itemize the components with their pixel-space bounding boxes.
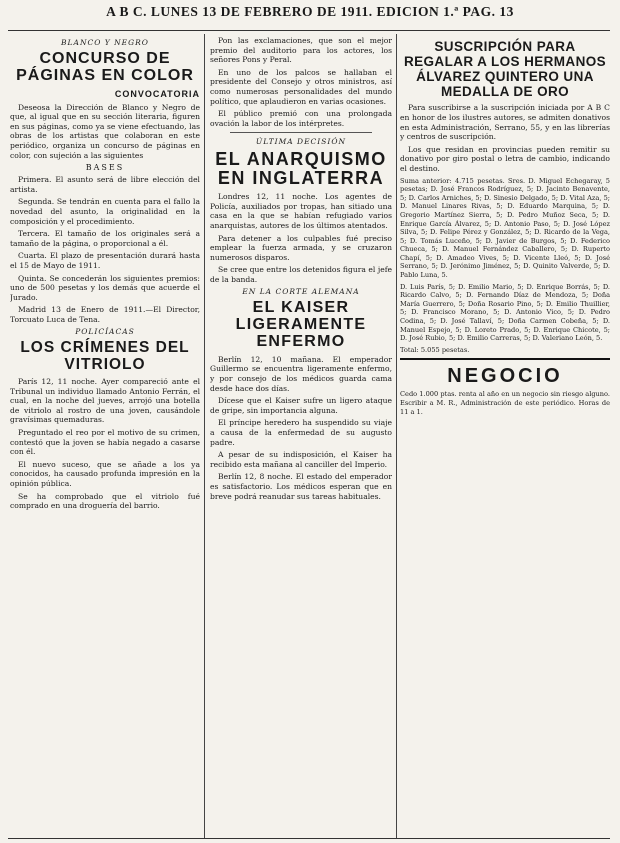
suscripcion-p2: Los que residan en provincias pueden remitir su donativo por giro postal o letra de cambio, indicando el destino. xyxy=(400,144,610,173)
donor-total: Total: 5.055 pesetas. xyxy=(400,345,470,354)
kaiser-p3: El príncipe heredero ha suspendido su viaje a causa de la enfermedad de su augusto padre. xyxy=(210,418,392,447)
concurso-signature: Madrid 13 de Enero de 1911.—El Director, Torcuato Luca de Tena. xyxy=(10,305,200,324)
crimenes-p1: París 12, 11 noche. Ayer compareció ante el Tribunal un individuo llamado Antonio Ferrán, el cual, en la noche del jueves, arrojó una botella de vitriolo al rostro de una joven, causándole gravísimas quemaduras. xyxy=(10,377,200,425)
kaiser-p4: A pesar de su indisposición, el Kaiser ha recibido esta mañana al canciller del Imperio. xyxy=(210,450,392,469)
column-divider-2 xyxy=(396,34,397,839)
suscripcion-title: SUSCRIPCIÓN PARA REGALAR A LOS HERMANOS ÁLVAREZ QUINTERO UNA MEDALLA DE ORO xyxy=(403,39,607,99)
crimenes-title: LOS CRÍMENES DEL VITRIOLO xyxy=(20,339,190,373)
concurso-base-1: Primera. El asunto será de libre elección del artista. xyxy=(10,175,200,194)
bases-heading: BASES xyxy=(85,163,125,173)
section-divider xyxy=(230,132,372,133)
top-rule xyxy=(8,30,610,31)
suscripcion-p1: Para suscribirse a la suscripción iniciada por A B C en honor de los ilustres autores, se admiten donativos en esta Administración, Serrano, 55, y en las librerías y centros de suscripción. xyxy=(400,103,610,142)
theatre-p3: El público premió con una prolongada ovación la labor de los intérpretes. xyxy=(210,109,392,128)
kicker-blanco-y-negro: BLANCO Y NEGRO xyxy=(61,38,149,47)
concurso-base-4: Cuarta. El plazo de presentación durará hasta el 15 de Mayo de 1911. xyxy=(10,251,200,270)
anarquismo-p2: Para detener a los culpables fué preciso emplear la fuerza armada, y se cruzaron numerosos disparos. xyxy=(210,233,392,262)
theatre-p2: En uno de los palcos se hallaban el presidente del Consejo y otros ministros, así como numerosas personalidades del mundo político, que aplaudieron en varias ocasiones. xyxy=(210,67,392,106)
negocio-title: NEGOCIO xyxy=(447,365,563,388)
masthead: A B C. LUNES 13 DE FEBRERO DE 1911. EDICION 1.ª PAG. 13 xyxy=(106,4,514,19)
column-3 xyxy=(400,36,610,836)
anarquismo-p1: Londres 12, 11 noche. Los agentes de Policía, auxiliados por tropas, han sitiado una casa en la que se habían refugiado varios anarquistas, autores de los últimos atentados. xyxy=(210,192,392,230)
kaiser-p1: Berlín 12, 10 mañana. El emperador Guillermo se encuentra ligeramente enfermo, y por consejo de los médicos guarda cama desde hace dos días. xyxy=(210,354,392,393)
donor-list-1: Suma anterior: 4.715 pesetas. Sres. D. Miguel Echegaray, 5 pesetas; D. José Francos Rodríguez, 5; D. Jacinto Benavente, 5; D. Carlos Arniches, 5; D. Sinesio Delgado, 5; D. Vital Aza, 5; D. Manuel Linares Rivas, 5; D. Eduardo Marquina, 5; D. Gregorio Martínez Sierra, 5; D. Pedro Muñoz Seca, 5; D. Enrique García Álvarez, 5; D. Antonio Paso, 5; D. José López Silva, 5; D. Felipe Pérez y González, 5; D. Ricardo de la Vega, 5; D. Tomás Luceño, 5; D. Javier de Burgos, 5; D. Federico Chueca, 5; D. Manuel Fernández Caballero, 5; D. Ruperto Chapí, 5; D. Amadeo Vives, 5; D. Vicente Lleó, 5; D. José Serrano, 5; D. Jerónimo Jiménez, 5; D. Quinito Valverde, 5; D. Pablo Luna, 5. xyxy=(400,176,610,280)
concurso-base-2: Segunda. Se tendrán en cuenta para el fallo la novedad del asunto, la originalidad en la composición y el procedimiento. xyxy=(10,197,200,226)
negocio-ad xyxy=(400,358,610,416)
anarquismo-title: EL ANARQUISMO EN INGLATERRA xyxy=(215,149,387,189)
column-1 xyxy=(10,36,200,836)
concurso-intro: Deseosa la Dirección de Blanco y Negro de que, al igual que en su sección literaria, figuren en sus páginas, como ya se viene efectuando, las obras de los artistas que colaboran en este periódico, organiza un concurso de páginas en color, con sujeción a las siguientes xyxy=(10,102,200,160)
convocatoria-label: CONVOCATORIA xyxy=(114,88,200,99)
anarquismo-p3: Se cree que entre los detenidos figura el jefe de la banda. xyxy=(210,265,392,284)
theatre-p1: Pon las exclamaciones, que son el mejor premio del auditorio para los actores, los señores Pons y Peral. xyxy=(210,36,392,65)
column-2 xyxy=(210,36,392,836)
kaiser-p5: Berlín 12, 8 noche. El estado del emperador es satisfactorio. Los médicos esperan que en breve podrá reanudar sus tareas habituales. xyxy=(210,472,392,501)
donor-list-2: D. Luis París, 5; D. Emilio Mario, 5; D. Enrique Borrás, 5; D. Ricardo Calvo, 5; D. Fernando Díaz de Mendoza, 5; Doña María Guerrero, 5; Doña Rosario Pino, 5; D. Emilio Thuillier, 5; D. Francisco Morano, 5; D. Antonio Vico, 5; D. Pedro Codina, 5; D. José Tallaví, 5; Doña Carmen Cobeña, 5; D. Manuel Espejo, 5; D. Loreto Prado, 5; D. Enrique Chicote, 5; D. José Rubio, 5; D. Emilio Carreras, 5; D. Valeriano León, 5. xyxy=(400,282,610,343)
negocio-text: Cedo 1.000 ptas. renta al año en un negocio sin riesgo alguno. Escribir a M. R., Administración de este periódico. Horas de 11 a 1. xyxy=(400,390,610,416)
bottom-rule xyxy=(8,838,610,839)
column-divider-1 xyxy=(204,34,205,839)
concurso-title: CONCURSO DE PÁGINAS EN COLOR xyxy=(16,50,194,84)
concurso-base-3: Tercera. El tamaño de los originales será a tamaño de la página, o proporcional a él. xyxy=(10,229,200,248)
kicker-corte-alemana: EN LA CORTE ALEMANA xyxy=(242,287,360,297)
kaiser-p2: Dícese que el Kaiser sufre un ligero ataque de gripe, sin importancia alguna. xyxy=(210,396,392,415)
crimenes-p3: El nuevo suceso, que se añade a los ya conocidos, ha causado profunda impresión en la opinión pública. xyxy=(10,459,200,488)
kicker-policiacas: POLICÍACAS xyxy=(75,327,135,337)
kaiser-title: EL KAISER LIGERAMENTE ENFERMO xyxy=(235,299,367,351)
crimenes-p4: Se ha comprobado que el vitriolo fué comprado en una droguería del barrio. xyxy=(10,491,200,511)
crimenes-p2: Preguntado el reo por el motivo de su crimen, contestó que la joven se había negado a casarse con él. xyxy=(10,427,200,457)
concurso-base-5: Quinta. Se concederán los siguientes premios: uno de 500 pesetas y los demás que acuerde el Jurado. xyxy=(10,273,200,302)
kicker-ultima-decision: ÚLTIMA DECISIÓN xyxy=(255,137,347,147)
